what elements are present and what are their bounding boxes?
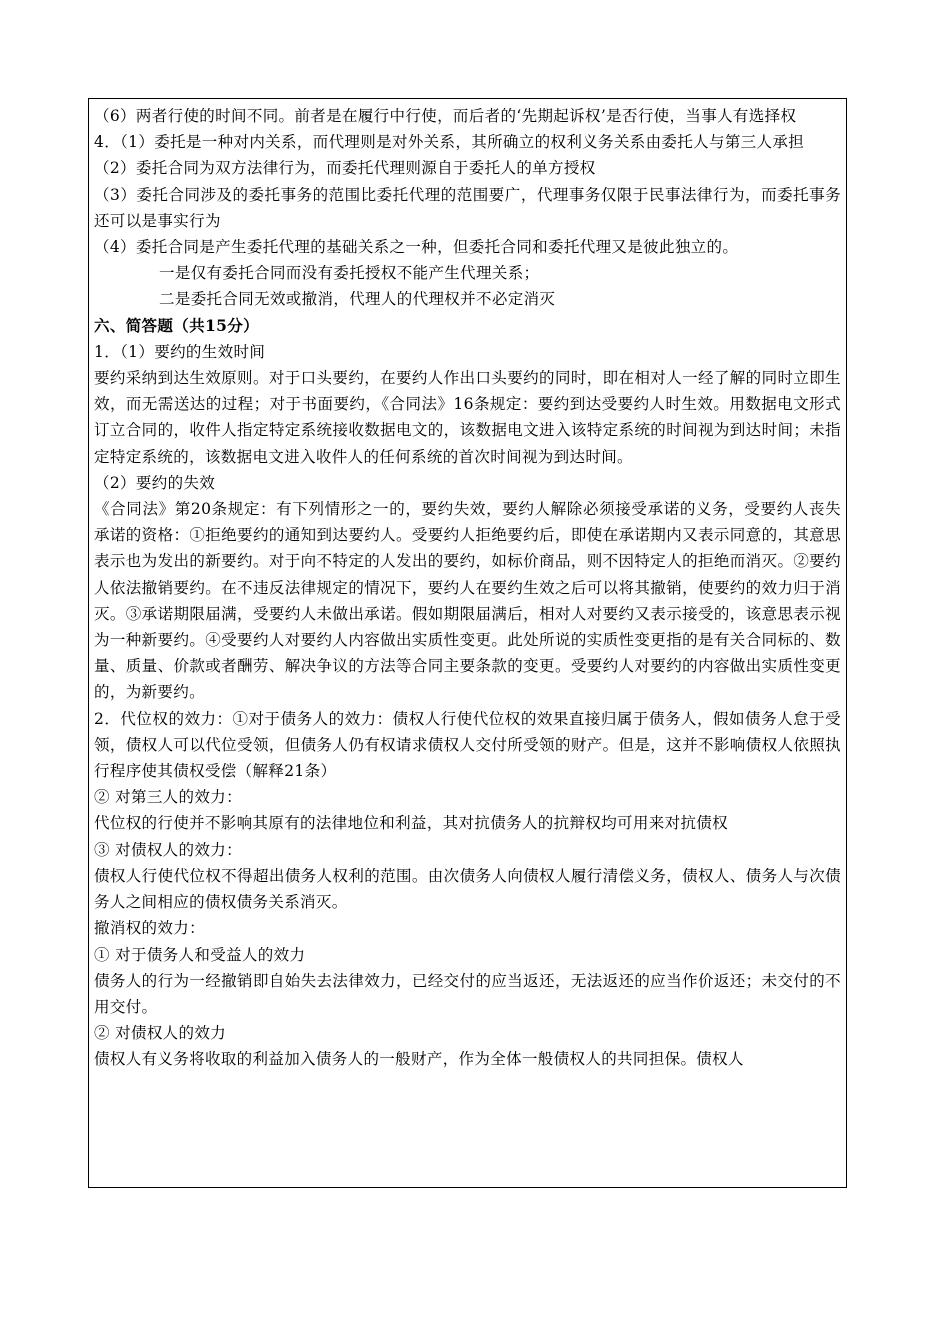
text-line: 代位权的行使并不影响其原有的法律地位和利益，其对抗债务人的抗辩权均可用来对抗债权 <box>94 814 729 833</box>
document-table-cell <box>88 98 847 1188</box>
text-line: 一是仅有委托合同而没有委托授权不能产生代理关系； <box>159 264 540 283</box>
text-line: 《合同法》第20条规定：有下列情形之一的，要约失效，要约人解除必须接受承诺的义务，受要约人丧失承诺的资格：①拒绝要约的通知到达要约人。受要约人拒绝要约后，即使在承诺期内又表示同意的，其意思表示也为发出的新要约。对于向不特定的人发出的要约，如标价商品，则不因特定人的拒绝而消灭。②要约人依法撤销要约。在不违反法律规定的情况下，要约人在要约生效之后可以将其撤销，使要约的效力归于消灭。③承诺期限届满，受要约人未做出承诺。假如期限届满后，相对人对要约又表示接受的，该意思表示视为一种新要约。④受要约人对要约人内容做出实质性变更。此处所说的实质性变更指的是有关合同标的、数量、质量、价款或者酬劳、解决争议的方法等合同主要条款的变更。受要约人对要约的内容做出实质性变更的，为新要约。 <box>94 500 841 702</box>
text-line: 二是委托合同无效或撤消，代理人的代理权并不必定消灭 <box>159 290 556 309</box>
text-line: 撤消权的效力： <box>94 919 205 938</box>
text-line: 4．（1）委托是一种对内关系，而代理则是对外关系，其所确立的权利义务关系由委托人与第三人承担 <box>94 133 805 152</box>
text-line: 债权人行使代位权不得超出债务人权利的范围。由次债务人向债权人履行清偿义务，债权人、债务人与次债务人之间相应的债权债务关系消灭。 <box>94 866 841 912</box>
text-line: （6）两者行使的时间不同。前者是在履行中行使，而后者的‘先期起诉权’是否行使，当事人有选择权 <box>94 107 797 125</box>
text-line: ② 对第三人的效力： <box>94 788 242 807</box>
text-line: （2）要约的失效 <box>94 473 216 492</box>
text-line: 1．（1）要约的生效时间 <box>94 342 266 361</box>
text-line: 债权人有义务将收取的利益加入债务人的一般财产，作为全体一般债权人的共同担保。债权人 <box>94 1050 744 1069</box>
text-line: 债务人的行为一经撤销即自始失去法律效力，已经交付的应当返还，无法返还的应当作价返还；未交付的不用交付。 <box>94 971 841 1016</box>
text-line: 要约采纳到达生效原则。对于口头要约，在要约人作出口头要约的同时，即在相对人一经了解的同时立即生效，而无需送达的过程；对于书面要约，《合同法》16条规定：要约到达受要约人时生效。用数据电文形式订立合同的，收件人指定特定系统接收数据电文的，该数据电文进入该特定系统的时间视为到达时间；未指定特定系统的，该数据电文进入收件人的任何系统的首次时间视为到达时间。 <box>94 369 841 466</box>
text-line: （4）委托合同是产生委托代理的基础关系之一种，但委托合同和委托代理又是彼此独立的。 <box>94 238 739 257</box>
document-body <box>89 99 846 1073</box>
text-line: ① 对于债务人和受益人的效力 <box>94 945 306 964</box>
text-line: （2）委托合同为双方法律行为，而委托代理则源自于委托人的单方授权 <box>94 159 596 178</box>
text-line: ② 对债权人的效力 <box>94 1024 227 1043</box>
text-line: ③ 对债权人的效力： <box>94 840 242 859</box>
text-line: 2．代位权的效力：①对于债务人的效力：债权人行使代位权的效果直接归属于债务人，假如债务人怠于受领，债权人可以代位受领，但债务人仍有权请求债权人交付所受领的财产。但是，这并不影响债权人依照执行程序使其债权受偿（解释21条） <box>94 709 841 781</box>
section-heading: 六、简答题（共15分） <box>94 315 259 335</box>
text-line: （3）委托合同涉及的委托事务的范围比委托代理的范围要广，代理事务仅限于民事法律行为，而委托事务还可以是事实行为 <box>94 185 841 230</box>
